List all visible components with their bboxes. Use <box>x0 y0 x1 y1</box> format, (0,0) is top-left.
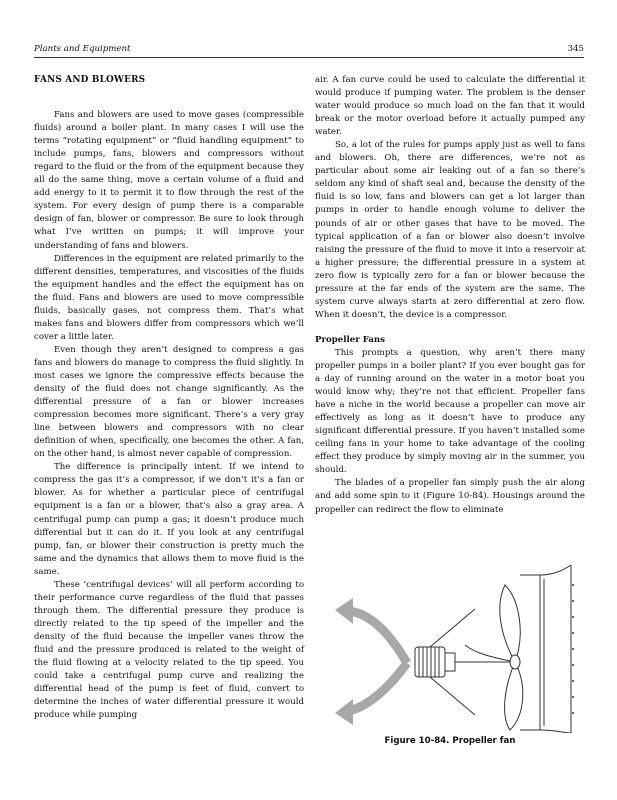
paragraph: The blades of a propeller fan simply push the air along and add some spin to it (Figure 10-84). Housings around the propeller can redirect the flow to eliminate <box>315 478 585 515</box>
paragraph: The difference is principally intent. If we intend to compress the gas it’s a compressor, if we don’t it’s a fan or blower. As for whether a particular piece of centrifugal equipment is a fan or a blower, that’s also a gray area. A centrifugal pump can pump a gas; it doesn’t produce much differential but it can do it. If you look at any centrifugal pump, fan, or blower their construction is pretty much the same and the dynamics that allows them to move fluid is the same. <box>34 462 304 577</box>
lower-airflow-arrow <box>349 663 407 711</box>
airflow-arrows <box>335 598 407 725</box>
paragraph: Differences in the equipment are related primarily to the different densities, temperatures, and viscosities of the fluids the equipment handles and the effect the equipment has on the fluid. Fans and blowers are used to move compressible fluids, basically gases, not compress them. That’s what makes fans and blowers differ from compressors which we’ll cover a little later. <box>34 253 304 342</box>
lower-arrowhead <box>335 699 353 725</box>
figure-caption: Figure 10-84. Propeller fan <box>384 736 516 746</box>
subsection-heading: Propeller Fans <box>315 334 386 345</box>
upper-airflow-arrow <box>349 611 407 663</box>
left-column <box>34 74 304 722</box>
section-heading: FANS AND BLOWERS <box>34 75 146 85</box>
propeller-fan-figure <box>315 565 585 733</box>
fan-housing-icon <box>520 565 571 733</box>
right-column <box>315 74 585 517</box>
page-number: 345 <box>567 44 584 54</box>
upper-arrowhead <box>335 598 353 624</box>
paragraph: So, a lot of the rules for pumps apply just as well to fans and blowers. Oh, there are differences, we’re not as particular about some air leaking out of a fan so there’s seldom any kind of shaft seal and, because the density of the fluid is so low, fans and blowers can get a lot larger than pumps in order to handle enough volume to deliver the pounds of air or other gases that have to be moved. The typical application of a fan or blower also doesn’t involve raising the pressure of the fluid to move it into a reservoir at a higher pressure; the differential pressure in a system at zero flow is typically zero for a fan or blower because the pressure at the far ends of the system are the same. The system curve always starts at zero differential at zero flow. When it doesn’t, the device is a compressor. <box>315 140 585 320</box>
paragraph: This prompts a question, why aren’t there many propeller pumps in a boiler plant? If you ever bought gas for a day of running around on the water in a motor boat you would know why; they’re not that efficient. Propeller fans have a niche in the world because a propeller can move air effectively as long as it doesn’t have to produce any significant differential pressure. If you haven’t installed some ceiling fans in your home to take advantage of the cooling effect they produce by simply moving air in the summer, you should. <box>315 347 585 476</box>
propeller-blades-icon <box>465 585 523 730</box>
paragraph: Fans and blowers are used to move gases (compressible fluids) around a boiler plant. In many cases I will use the terms “rotating equipment” or “fluid handling equipment” to include pumps, fans, blowers and compressors without regard to the fluid or the from of the equipment because they all do the same thing, move a certain volume of a fluid and add energy to it to permit it to flow through the rest of the system. For every design of pump there is a comparable design of fan, blower or compressor. Be sure to look through what I’ve written on pumps; it will improve your understanding of fans and blowers. <box>34 110 304 251</box>
housing-rivets <box>572 584 574 714</box>
running-head <box>34 44 584 58</box>
running-head-title: Plants and Equipment <box>34 44 131 54</box>
motor-icon <box>415 647 455 677</box>
paragraph: air. A fan curve could be used to calculate the differential it would produce if pumping water. The problem is the denser water would produce so much load on the fan that it would break or the motor overload before it actually pumped any water. <box>315 75 585 138</box>
paragraph: These ‘centrifugal devices’ will all perform according to their performance curve regardless of the fluid that passes through them. The differential pressure they produce is directly related to the tip speed of the impeller and the density of the fluid because the impeller vanes throw the fluid and the pressure produced is related to the weight of the fluid flowing at a velocity related to the tip speed. You could take a centrifugal pump curve and realizing the differential head of the pump is feet of fluid, convert to determine the inches of water differential pressure it would produce while pumping <box>34 579 304 721</box>
paragraph: Even though they aren’t designed to compress a gas fans and blowers do manage to compress the fluid slightly. In most cases we ignore the compressive effects because the density of the fluid does not change significantly. As the differential pressure of a fan or blower increases compression becomes more significant. There’s a very gray line between blowers and compressors with no clear definition of when, specifically, one becomes the other. A fan, on the other hand, is almost never capable of compression. <box>34 344 304 460</box>
propeller-fan-illustration <box>315 565 585 733</box>
